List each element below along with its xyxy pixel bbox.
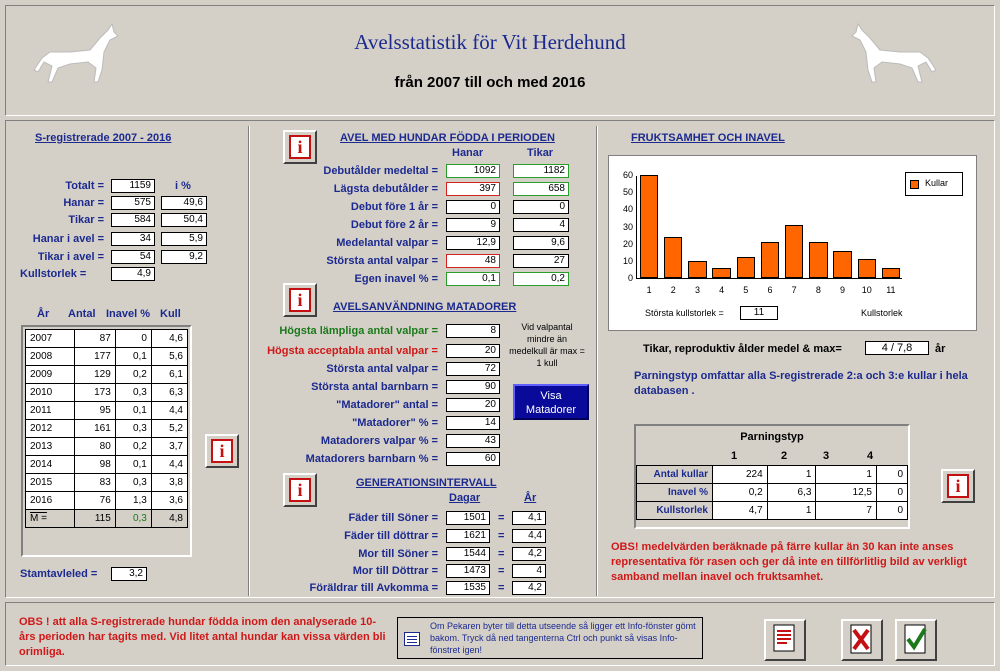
label-kullstorlek: Kullstorlek =: [20, 268, 87, 280]
label-storsta-barnbarn: Största antal barnbarn =: [311, 381, 438, 393]
value-matadorers-valpar: 43: [446, 434, 500, 448]
label-tikar-i-avel: Tikar i avel =: [37, 251, 104, 263]
tikar-medelantal-valpar: 9,6: [513, 236, 569, 250]
right-heading: FRUKTSAMHET OCH INAVEL: [631, 132, 785, 144]
cell: 87: [75, 330, 116, 348]
chart-legend: [905, 172, 963, 196]
label-mor-dottrar: Mor till Döttrar =: [352, 565, 438, 577]
label-storsta-antal-valpar: Största antal valpar =: [326, 255, 438, 267]
eq-sign: =: [498, 565, 505, 577]
label-hanar-i-avel: Hanar i avel =: [32, 233, 104, 245]
cell: 76: [75, 492, 116, 510]
cell: 5,6: [151, 348, 187, 366]
value-tikar-i-avel: 54: [111, 250, 155, 264]
pct-heading: i %: [175, 180, 191, 192]
cell: 0,2: [713, 484, 768, 502]
pt-col-3: 3: [823, 450, 830, 462]
cell: 2016: [26, 492, 75, 510]
x-tick-label: 11: [886, 285, 896, 295]
label-medelantal-valpar: Medelantal valpar =: [336, 237, 438, 249]
ar-mor-dottrar: 4: [512, 564, 546, 578]
cell: 0: [876, 466, 907, 484]
bar-8: [809, 242, 827, 278]
table-row: [26, 456, 188, 474]
pt-col-1: 1: [731, 450, 738, 462]
value-matadorers-barnbarn: 60: [446, 452, 500, 466]
dog-logo-right: [850, 22, 940, 90]
cell: 4,4: [151, 402, 187, 420]
cell: 4,6: [151, 330, 187, 348]
cell: 0: [876, 502, 907, 520]
obs-note-right: OBS! medelvärden beräknade på färre kullar än 30 kan inte anses representativa för rasen och ger då inte en tillförlitlig bild av verkligt samband mellan inavel och fruktsamhet.: [611, 541, 967, 583]
dog-logo-left: [30, 22, 120, 90]
cell: 2014: [26, 456, 75, 474]
cell: 224: [713, 466, 768, 484]
cell: 2010: [26, 384, 75, 402]
info-button-matador[interactable]: [283, 283, 317, 317]
pt-col-2: 2: [781, 450, 788, 462]
label-egen-inavel: Egen inavel % =: [354, 273, 438, 285]
ar-mor-soner: 4,2: [512, 547, 546, 561]
matador-heading: AVELSANVÄNDNING MATADORER: [333, 301, 517, 313]
table-row: [26, 474, 188, 492]
table-row: [26, 420, 188, 438]
cell: 0,3: [115, 384, 151, 402]
y-tick-label: 60: [622, 170, 633, 180]
cell: 0,2: [115, 438, 151, 456]
tikar-debut-fore-2: 4: [513, 218, 569, 232]
cell: 4,4: [151, 456, 187, 474]
ok-button[interactable]: [895, 619, 937, 661]
storsta-label: Största kullstorlek =: [645, 308, 724, 318]
tikar-lagsta-debutalder: 658: [513, 182, 569, 196]
cancel-button[interactable]: [841, 619, 883, 661]
checkmark-icon: [897, 621, 935, 659]
x-tick-label: 5: [743, 285, 749, 295]
pt-col-4: 4: [867, 450, 874, 462]
bar-1: [640, 175, 658, 278]
bar-7: [785, 225, 803, 278]
pct-hanar-i-avel: 5,9: [161, 232, 207, 246]
x-tick-label: 3: [694, 285, 700, 295]
label-fader-dottrar: Fäder till döttrar =: [344, 530, 438, 542]
print-button[interactable]: [764, 619, 806, 661]
cell: 6,3: [767, 484, 816, 502]
cell: 0,3: [115, 474, 151, 492]
tikar-debutalder-medeltal: 1182: [513, 164, 569, 178]
bar-11: [882, 268, 900, 278]
value-hogsta-lampliga: 8: [446, 324, 500, 338]
cell: 0,1: [115, 348, 151, 366]
col-hanar: Hanar: [452, 147, 484, 159]
info-hint-box: [397, 617, 703, 659]
cell: 1,3: [115, 492, 151, 510]
col-ar-gen: År: [524, 492, 537, 504]
pct-hanar: 49,6: [161, 196, 207, 210]
pct-tikar-i-avel: 9,2: [161, 250, 207, 264]
eq-sign: =: [498, 530, 505, 542]
print-icon: [766, 621, 804, 659]
cell: 173: [75, 384, 116, 402]
value-matadorer-pct: 14: [446, 416, 500, 430]
ar-foraldrar-avkomma: 4,2: [512, 581, 546, 595]
row-label: Kullstorlek: [637, 502, 713, 520]
value-tikar: 584: [111, 213, 155, 227]
cell: 2011: [26, 402, 75, 420]
legend-swatch: [910, 180, 919, 189]
label-matadorer-pct: "Matadorer" % =: [352, 417, 438, 429]
table-row: [26, 492, 188, 510]
label-foraldrar-avkomma: Föräldrar till Avkomma =: [309, 582, 438, 594]
hanar-debut-fore-1: 0: [446, 200, 500, 214]
avel-heading: AVEL MED HUNDAR FÖDDA I PERIODEN: [340, 132, 555, 144]
value-kullstorlek: 4,9: [111, 267, 155, 281]
close-icon: [843, 621, 881, 659]
col-ar: År: [37, 308, 50, 320]
table-row: [26, 330, 188, 348]
row-label: Antal kullar: [637, 466, 713, 484]
header-panel: [5, 5, 995, 116]
y-tick-label: 30: [622, 221, 633, 232]
cell: 2013: [26, 438, 75, 456]
label-fader-soner: Fäder till Söner =: [348, 512, 438, 524]
bar-10: [858, 259, 876, 278]
hanar-storsta-antal-valpar: 48: [446, 254, 500, 268]
label-totalt: Totalt =: [65, 180, 104, 192]
mean-label: M =: [26, 510, 75, 528]
dagar-fader-soner: 1501: [446, 511, 490, 525]
eq-sign: =: [498, 512, 505, 524]
cell: 2009: [26, 366, 75, 384]
parning-grid: [636, 465, 908, 520]
hanar-medelantal-valpar: 12,9: [446, 236, 500, 250]
info-icon: i: [289, 478, 311, 502]
value-totalt: 1159: [111, 179, 155, 193]
parning-table: [634, 424, 910, 529]
cell: 3,8: [151, 474, 187, 492]
label-tikar: Tikar =: [68, 214, 104, 226]
dagar-foraldrar-avkomma: 1535: [446, 581, 490, 595]
mean-antal: 115: [75, 510, 116, 528]
label-debut-fore-1: Debut före 1 år =: [350, 201, 438, 213]
visa-matadorer-button[interactable]: Visa Matadorer: [513, 384, 589, 420]
table-row: [26, 366, 188, 384]
parning-title: Parningstyp: [740, 431, 804, 443]
info-button-right[interactable]: [941, 469, 975, 503]
repro-value: 4 / 7,8: [865, 341, 929, 355]
cell: 3,6: [151, 492, 187, 510]
cell: 12,5: [816, 484, 877, 502]
value-hanar-i-avel: 34: [111, 232, 155, 246]
obs-note-footer: OBS ! att alla S-registrerade hundar födda inom den analyserade 10-års perioden har tagits med. Vid litet antal hundar kan vissa värden bli orimliga.: [19, 616, 386, 658]
hanar-debutalder-medeltal: 1092: [446, 164, 500, 178]
cell: 5,2: [151, 420, 187, 438]
left-heading: S-registrerade 2007 - 2016: [35, 132, 172, 144]
bar-5: [737, 257, 755, 278]
value-storsta-barnbarn: 90: [446, 380, 500, 394]
matador-note: Vid valpantal mindre än medelkull är max = 1 kull: [509, 322, 585, 368]
table-row: [26, 438, 188, 456]
table-row: [637, 502, 908, 520]
tikar-debut-fore-1: 0: [513, 200, 569, 214]
cell: 1: [816, 466, 877, 484]
cell: 98: [75, 456, 116, 474]
label-hogsta-lampliga: Högsta lämpliga antal valpar =: [279, 325, 438, 337]
bar-2: [664, 237, 682, 278]
bar-6: [761, 242, 779, 278]
cell: 1: [767, 466, 816, 484]
hanar-debut-fore-2: 9: [446, 218, 500, 232]
stamtavle-value: 3,2: [111, 567, 147, 581]
value-hogsta-acceptabla: 20: [446, 344, 500, 358]
x-tick-label: 10: [861, 285, 872, 295]
info-hint-text: Om Pekaren byter till detta utseende så ligger ett Info-fönster gömt bakom. Tryck då ned tangenterna Ctrl och punkt så visas Info-fönstret igen!: [430, 621, 696, 655]
value-hanar: 575: [111, 196, 155, 210]
value-storsta-valpar: 72: [446, 362, 500, 376]
col-antal: Antal: [68, 308, 96, 320]
info-icon: i: [289, 135, 311, 159]
cell: 0: [876, 484, 907, 502]
label-lagsta-debutalder: Lägsta debutålder =: [333, 183, 438, 195]
cell: 83: [75, 474, 116, 492]
cell: 1: [767, 502, 816, 520]
info-button-left[interactable]: [205, 434, 239, 468]
chart-frame: [608, 155, 977, 331]
cell: 0,2: [115, 366, 151, 384]
cell: 3,7: [151, 438, 187, 456]
label-matadorers-barnbarn: Matadorers barnbarn % =: [305, 453, 438, 465]
cell: 0,3: [115, 420, 151, 438]
info-icon: i: [211, 439, 233, 463]
cursor-info-icon: [404, 632, 420, 646]
eq-sign: =: [498, 548, 505, 560]
cell: 6,3: [151, 384, 187, 402]
stamtavle-label: Stamtavleled =: [20, 568, 98, 580]
cell: 2007: [26, 330, 75, 348]
table-row: [26, 402, 188, 420]
year-table: [25, 329, 188, 528]
x-tick-label: 8: [815, 285, 821, 295]
dagar-mor-soner: 1544: [446, 547, 490, 561]
dagar-fader-dottrar: 1621: [446, 529, 490, 543]
y-tick-label: 40: [622, 204, 633, 215]
y-tick-label: 0: [627, 273, 633, 283]
bar-3: [688, 261, 706, 278]
row-label: Inavel %: [637, 484, 713, 502]
legend-label: Kullar: [925, 178, 949, 188]
bar-4: [712, 268, 730, 278]
cell: 0,1: [115, 402, 151, 420]
repro-label: Tikar, reproduktiv ålder medel & max=: [643, 343, 842, 355]
cell: 177: [75, 348, 116, 366]
storsta-value: 11: [740, 306, 778, 320]
table-row: [637, 484, 908, 502]
x-tick-label: 4: [719, 285, 725, 295]
cell: 7: [816, 502, 877, 520]
pct-tikar: 50,4: [161, 213, 207, 227]
cell: 2012: [26, 420, 75, 438]
cell: 0,1: [115, 456, 151, 474]
label-storsta-valpar: Största antal valpar =: [326, 363, 438, 375]
y-tick-label: 20: [622, 238, 633, 249]
cell: 4,7: [713, 502, 768, 520]
page-title: Avelsstatistik för Vit Herdehund: [354, 30, 626, 54]
chart-plot-area: [622, 170, 902, 295]
x-tick-label: 9: [840, 285, 846, 295]
table-row: [26, 384, 188, 402]
label-matadorers-valpar: Matadorers valpar % =: [320, 435, 438, 447]
cell: 161: [75, 420, 116, 438]
table-row: [26, 348, 188, 366]
tikar-storsta-antal-valpar: 27: [513, 254, 569, 268]
label-hogsta-acceptabla: Högsta acceptabla antal valpar =: [267, 345, 438, 357]
generation-heading: GENERATIONSINTERVALL: [356, 477, 497, 489]
table-row: [637, 466, 908, 484]
dagar-mor-dottrar: 1473: [446, 564, 490, 578]
divider-left: [248, 126, 250, 596]
label-debut-fore-2: Debut före 2 år =: [350, 219, 438, 231]
divider-right: [596, 126, 598, 596]
col-dagar: Dagar: [449, 492, 481, 504]
cell: 2008: [26, 348, 75, 366]
eq-sign: =: [498, 582, 505, 594]
hanar-egen-inavel: 0,1: [446, 272, 500, 286]
mean-kull: 4,8: [151, 510, 187, 528]
col-kull: Kull: [160, 308, 181, 320]
label-hanar: Hanar =: [63, 197, 104, 209]
info-icon: i: [289, 288, 311, 312]
x-tick-label: 1: [646, 285, 652, 295]
value-matadorer-antal: 20: [446, 398, 500, 412]
tikar-egen-inavel: 0,2: [513, 272, 569, 286]
page-subtitle: från 2007 till och med 2016: [394, 74, 586, 91]
parning-note: Parningstyp omfattar alla S-registrerade 2:a och 3:e kullar i hela databasen .: [634, 370, 968, 397]
ar-fader-soner: 4,1: [512, 511, 546, 525]
ar-fader-dottrar: 4,4: [512, 529, 546, 543]
info-button-avel[interactable]: [283, 130, 317, 164]
cell: 129: [75, 366, 116, 384]
cell: 6,1: [151, 366, 187, 384]
col-tikar: Tikar: [527, 147, 554, 159]
cell: 80: [75, 438, 116, 456]
label-mor-soner: Mor till Söner =: [358, 548, 438, 560]
x-tick-label: 6: [767, 285, 773, 295]
mean-inavel: 0,3: [115, 510, 151, 528]
hanar-lagsta-debutalder: 397: [446, 182, 500, 196]
cell: 95: [75, 402, 116, 420]
repro-unit: år: [935, 343, 946, 355]
col-inavel: Inavel %: [106, 308, 151, 320]
y-tick-label: 50: [622, 187, 633, 198]
cell: 2015: [26, 474, 75, 492]
info-button-generation[interactable]: [283, 473, 317, 507]
label-matadorer-antal: "Matadorer" antal =: [336, 399, 438, 411]
chart-xlabel: Kullstorlek: [861, 308, 903, 318]
bar-9: [833, 251, 851, 278]
x-tick-label: 7: [791, 285, 797, 295]
x-tick-label: 2: [670, 285, 676, 295]
year-table-frame: [21, 325, 192, 557]
cell: 0: [115, 330, 151, 348]
mean-row: [26, 510, 188, 528]
label-debutalder-medeltal: Debutålder medeltal =: [323, 165, 438, 177]
info-icon: i: [947, 474, 969, 498]
y-tick-label: 10: [622, 255, 633, 266]
